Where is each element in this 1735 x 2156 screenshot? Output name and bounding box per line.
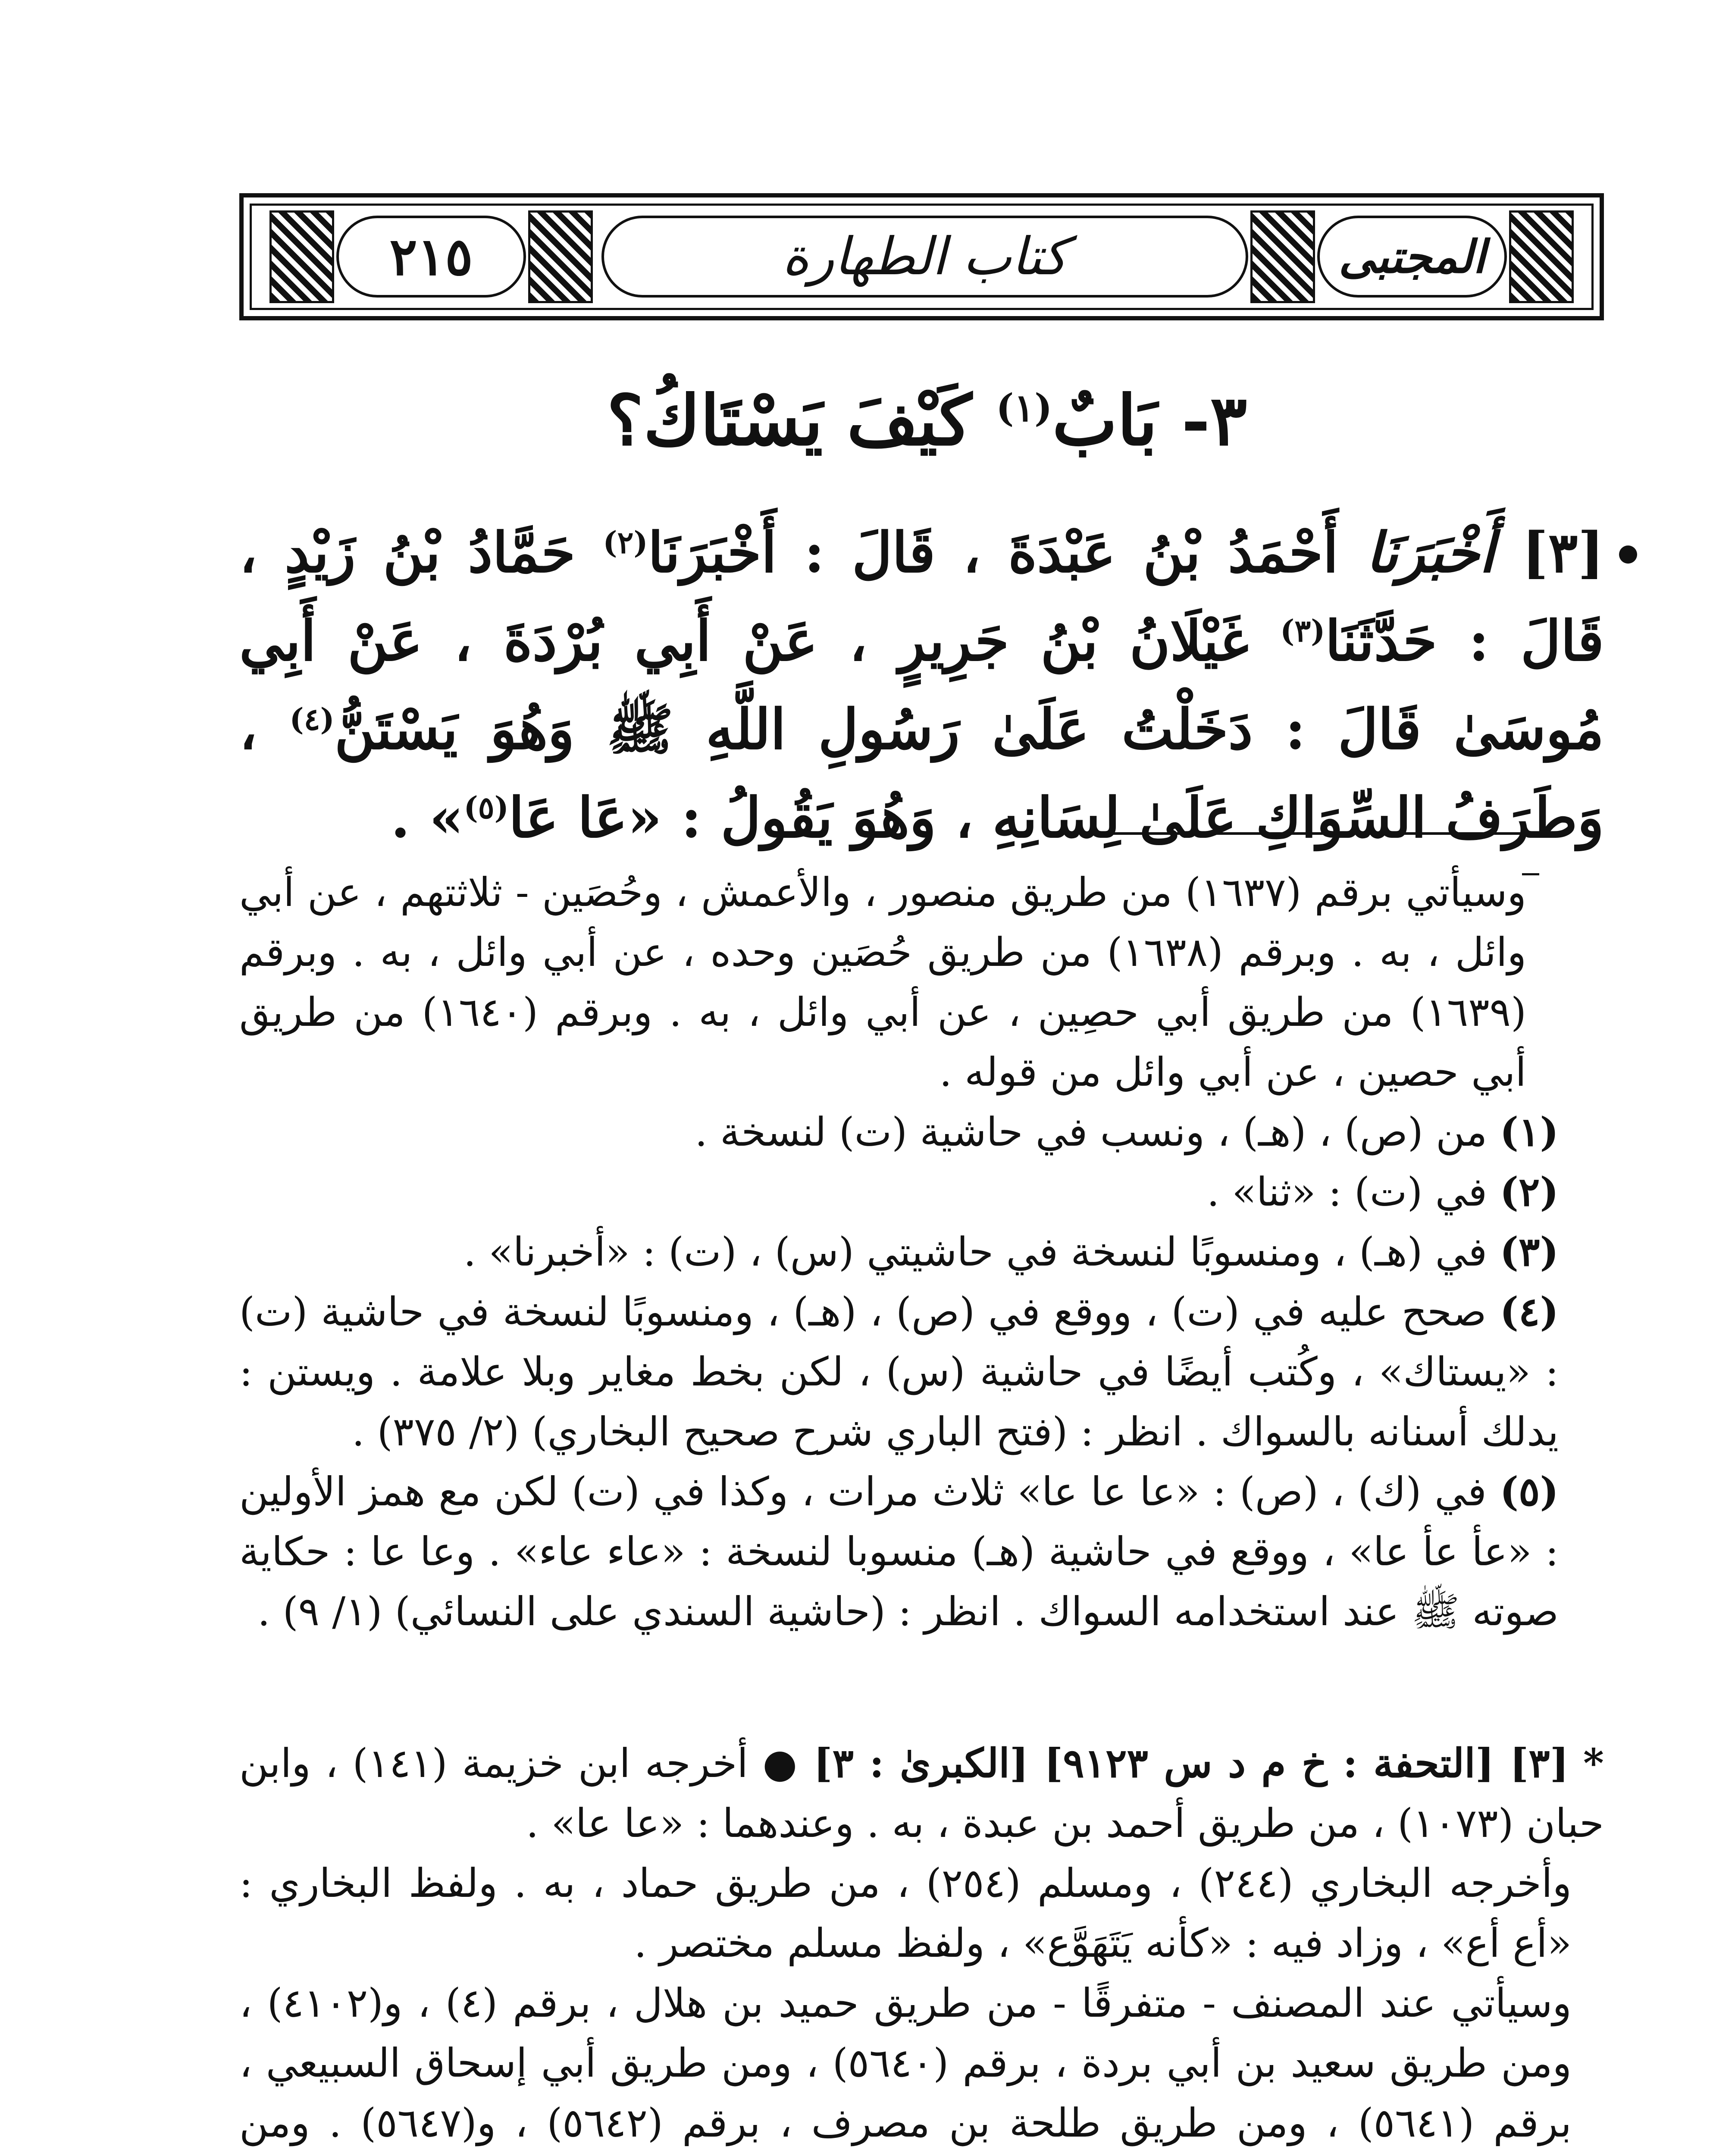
footnote-2-text: في (ت) : «ثنا» . xyxy=(1207,1169,1500,1215)
footnote-3-number: (٣) xyxy=(1500,1228,1559,1275)
takhrij-paragraph-3: وسيأتي عند المصنف - متفرقًا - من طريق حميد بن هلال ، برقم (٤) ، و(٤١٠٢) ، ومن طريق سعيد بن أبي بردة ، برقم (٥٦٤٠) ، ومن طريق أبي إسحاق السبيعي ، برقم (٥٦٤١) ، ومن طريق طلحة بن مصرف ، برقم (٥٦٤٢) ، و(٥٦٤٧) . ومن xyxy=(239,1980,1572,2146)
ornament-right-inner xyxy=(1250,210,1315,303)
hadith-part-4: ، وَطَرَفُ السِّوَاكِ عَلَىٰ لِسَانِهِ ، وَهُوَ يَقُولُ : «عَا عَا xyxy=(239,697,1604,850)
chapter-title-end: كَيْفَ يَسْتَاكُ؟ xyxy=(607,380,996,461)
hadith-part-5: » . xyxy=(391,786,464,850)
footnote-4-text: صحح عليه في (ت) ، ووقع في (ص) ، (هـ) ، ومنسوبًا لنسخة في حاشية (ت) : «يستاك» ، وكُتب أيضًا في حاشية (س) ، لكن بخط مغاير وبلا علامة . ويستن : يدلك أسنانه بالسواك . انظر : (فتح الباري شرح صحيح البخاري) (٢/ ٣٧٥) . xyxy=(239,1289,1559,1455)
takhrij-bullet-icon: ● xyxy=(762,1740,799,1786)
footnote-2 xyxy=(239,1162,1559,1222)
footnote-1-text: من (ص) ، (هـ) ، ونسب في حاشية (ت) لنسخة . xyxy=(695,1109,1500,1155)
footnote-separator xyxy=(1095,832,1526,835)
hadith-note-ref-2: (٢) xyxy=(603,524,648,561)
hadith-part-2: حَمَّادُ بْنُ زَيْدٍ ، قَالَ : حَدَّثَنَا xyxy=(239,520,1604,674)
page-header xyxy=(239,193,1604,320)
takhrij-section xyxy=(239,1733,1604,2156)
hadith-part-3: غَيْلَانُ بْنُ جَرِيرٍ ، عَنْ أَبِي بُرْدَةَ ، عَنْ أَبِي مُوسَىٰ قَالَ : دَخَلْتُ عَلَىٰ رَسُولِ اللَّهِ ﷺ وَهُوَ يَسْتَنُّ xyxy=(239,609,1604,762)
takhrij-text-1: أخرجه ابن خزيمة (١٤١) ، وابن حبان (١٠٧٣) ، من طريق أحمد بن عبدة ، به . وعندهما : «عا عا» . xyxy=(239,1740,1604,1846)
hadith-part-1: أَحْمَدُ بْنُ عَبْدَةَ ، قَالَ : أَخْبَرَنَا xyxy=(648,520,1366,585)
takhrij-reference: [٣] [التحفة : خ م د س ٩١٢٣] [الكبرىٰ : ٣] xyxy=(814,1740,1569,1786)
footnote-1 xyxy=(239,1102,1559,1162)
footnote-2-number: (٢) xyxy=(1500,1169,1559,1215)
takhrij-line-1 xyxy=(239,1733,1604,1853)
ornament-right-outer xyxy=(1509,210,1574,303)
hadith-text xyxy=(239,509,1604,862)
footnote-5-number: (٥) xyxy=(1500,1468,1559,1515)
footnote-1-number: (١) xyxy=(1500,1109,1559,1155)
book-title: كتاب الطهارة xyxy=(601,216,1248,298)
hadith-note-ref-5: (٥) xyxy=(464,790,509,826)
page-number: ٢١٥ xyxy=(336,216,526,298)
chapter-title xyxy=(259,367,1595,474)
ornament-left-inner xyxy=(528,210,593,303)
ornament-left-outer xyxy=(269,210,334,303)
hadith-note-ref-4: (٤) xyxy=(289,701,335,737)
takhrij-paragraph-2: وأخرجه البخاري (٢٤٤) ، ومسلم (٢٥٤) ، من طريق حماد ، به . ولفظ البخاري : «أع أع» ، وزاد فيه : «كأنه يَتَهَوَّع» ، ولفظ مسلم مختصر . xyxy=(239,1860,1572,1966)
footnote-3-text: في (هـ) ، ومنسوبًا لنسخة في حاشيتي (س) ، (ت) : «أخبرنا» . xyxy=(464,1229,1500,1275)
hadith-bullet-icon xyxy=(1619,545,1637,564)
footnote-5-text: في (ك) ، (ص) : «عا عا عا» ثلاث مرات ، وكذا في (ت) لكن مع همز الأولين : «عأ عأ عا» ، ووقع في حاشية (هـ) منسوبا لنسخة : «عاء عاء» . وعا عا : حكاية صوته ﷺ عند استخدامه السواك . انظر : (حاشية السندي على النسائي) (١/ ٩) . xyxy=(239,1469,1559,1635)
chapter-title-start: ٣- بَابٌ xyxy=(1052,380,1247,461)
footnote-4-number: (٤) xyxy=(1500,1288,1559,1335)
footnote-4 xyxy=(239,1282,1559,1462)
footnote-5 xyxy=(239,1462,1559,1642)
footnote-3 xyxy=(239,1222,1559,1282)
hadith-akhbarana: أَخْبَرَنَا xyxy=(1365,520,1495,585)
footnote-continuation: وسيأتي برقم (١٦٣٧) من طريق منصور ، والأعمش ، وحُصَين - ثلاثتهم ، عن أبي وائل ، به . وبرقم (١٦٣٨) من طريق حُصَين وحده ، عن أبي وائل ، به . وبرقم (١٦٣٩) من طريق أبي حصِين ، عن أبي وائل ، به . وبرقم (١٦٤٠) من طريق أبي حصين ، عن أبي وائل من قوله . xyxy=(239,869,1527,1095)
star-icon: * xyxy=(1583,1740,1604,1786)
series-title: المجتبى xyxy=(1317,216,1507,298)
hadith-note-ref-3: (٣) xyxy=(1280,613,1325,649)
hadith-number: [٣] xyxy=(1522,520,1604,585)
chapter-note-ref: (١) xyxy=(996,385,1052,430)
footnotes xyxy=(239,862,1559,1642)
